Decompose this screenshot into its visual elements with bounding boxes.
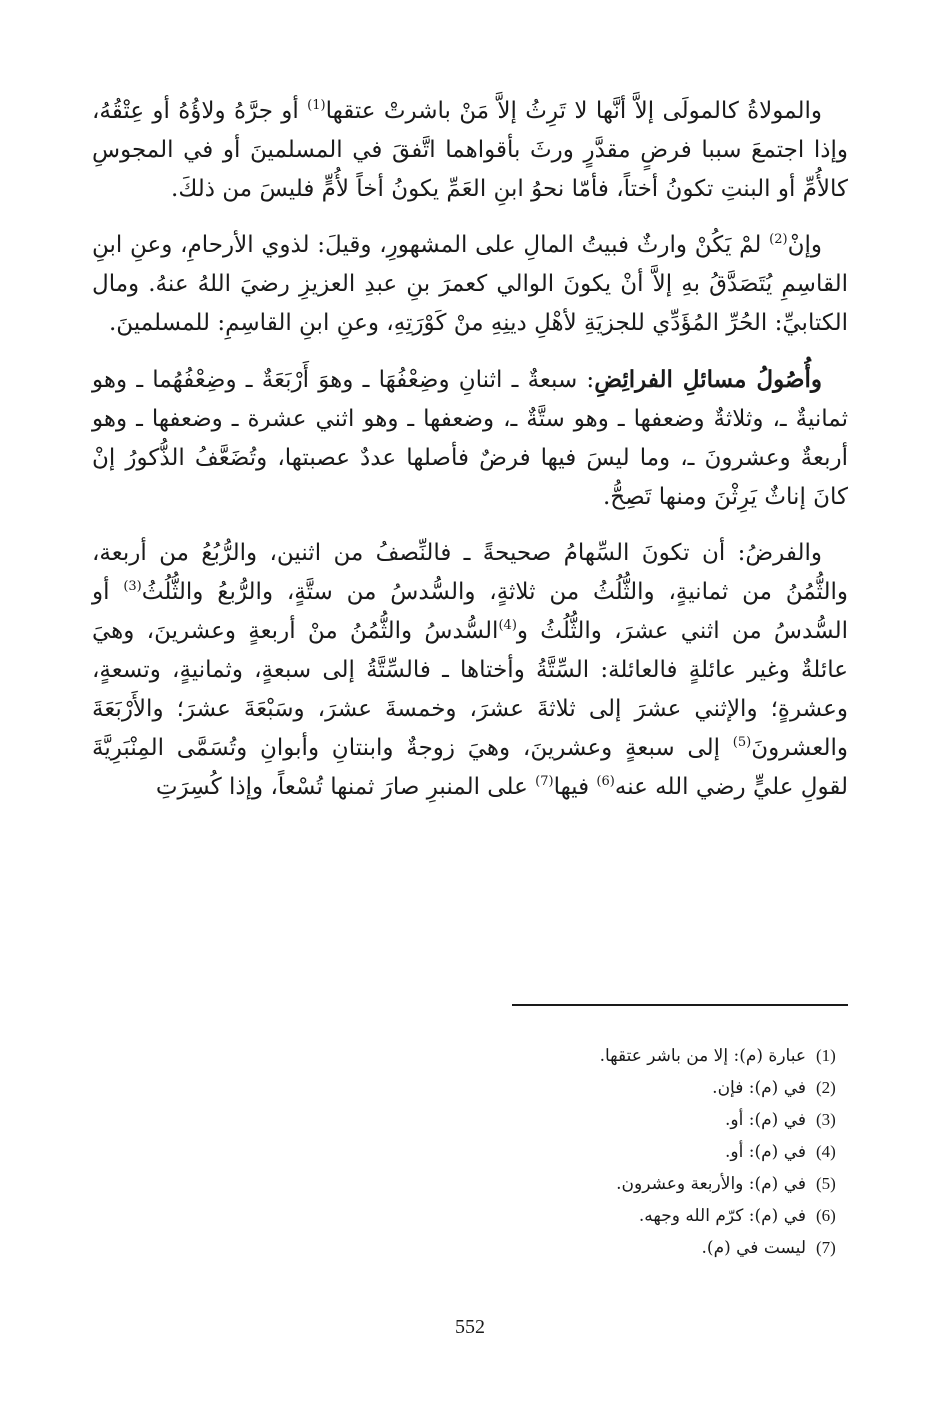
paragraph-4-text-c: السُّدسُ والثُّمُنُ منْ أربعةٍ وعشرينَ، وهيَ عائلةٌ وغير عائلةٍ فالعائلة: السِّتَّةُ وأختاها ـ فالسِّتَّةُ إلى سبعةٍ، وثمانيةٍ، وتسعةٍ، وعشرةٍ؛ والإثني عشرَ إلى ثلاثةَ عشرَ، وخمسةَ عشرَ، وسَبْعَةَ عشرَ؛ والأَرْبَعَةَ والعشرونَ [92, 618, 848, 761]
footnotes-list [92, 1040, 848, 1264]
footnote-ref-5[interactable]: (5) [732, 735, 752, 750]
footnote-number: (3) [816, 1110, 836, 1129]
footnote-number: (7) [816, 1238, 836, 1257]
footnote-number: (5) [816, 1174, 836, 1193]
paragraph-2 [92, 226, 848, 343]
footnote-text: ليست في (م). [701, 1238, 806, 1258]
paragraph-4-text-b: أو السُّدسُ من اثني عشرَ، والثُّلُثُ و [92, 579, 848, 644]
paragraph-3-text: : سبعةٌ ـ اثنانِ وضِعْفُهَا ـ وهوَ أَرْبَعَةٌ ـ وضِعْفُهُما ـ وهو ثمانيةٌ ـ، وثلاثةٌ وضعفها ـ وهو ستَّةٌ ـ، وضعفها ـ وهو اثني عشرة ـ وضعفها ـ وهو أربعةٌ وعشرونَ ـ، وما ليسَ فيها فرضٌ فأصلها عددٌ عصبتها، وتُضَعَّفُ الذُّكورُ إنْ كانَ إناثٌ يَرِثْنَ ومنها تَصِحُّ. [92, 367, 848, 510]
paragraph-2-text-b: لمْ يَكُنْ وارثٌ فبيتُ المالِ على المشهورِ، وقيلَ: لذوي الأرحامِ، وعنِ ابنِ القاسِمِ يُتَصَدَّقُ بهِ إلاَّ أنْ يكونَ الوالي كعمرَ بنِ عبدِ العزيزِ رضيَ اللهُ عنهُ. ومال الكتابيِّ: الحُرِّ المُؤَدِّي للجزيَةِ لأهْلِ دينِهِ منْ كَوْرَتِهِ، وعنِ ابنِ القاسِمِ: للمسلمينَ. [92, 232, 848, 336]
footnote-number: (4) [816, 1142, 836, 1161]
footnote-item [92, 1168, 848, 1200]
footnote-text: في (م): أو. [725, 1142, 806, 1162]
footnote-ref-4[interactable]: (4) [498, 618, 517, 633]
footnote-text: في (م): كرّم الله وجهه. [638, 1206, 806, 1226]
paragraph-4-text-e: فيها [553, 774, 597, 800]
footnote-item [92, 1232, 848, 1264]
paragraph-4-text-d: إلى سبعةٍ وعشرينَ، وهيَ زوجةٌ وابنتانِ وأبوانِ وتُسَمَّى المِنْبَرِيَّةَ لقولِ عليٍّ رضي الله عنه [92, 735, 848, 800]
footnote-item [92, 1104, 848, 1136]
footnote-item [92, 1200, 848, 1232]
paragraph-3 [92, 360, 848, 517]
footnote-ref-3[interactable]: (3) [123, 579, 142, 594]
paragraph-1 [92, 92, 848, 209]
footnote-ref-7[interactable]: (7) [535, 774, 554, 789]
footnote-text: في (م): أو. [725, 1110, 806, 1130]
page-number: 552 [455, 1316, 485, 1338]
footnote-ref-1[interactable]: (1) [307, 98, 326, 113]
footnote-number: (1) [816, 1046, 836, 1065]
paragraph-2-text-a: وإنْ [787, 232, 822, 258]
footnote-item [92, 1136, 848, 1168]
footnote-number: (2) [816, 1078, 836, 1097]
footnote-text: في (م): فإن. [712, 1078, 806, 1098]
paragraph-1-text-b: أو جرَّهُ ولاؤُهُ أو عِتْقُهُ، وإذا اجتمعَ سببا فرضٍ مقدَّرٍ ورثَ بأقواهما اتَّفقَ في المسلمينَ أو في المجوسِ كالأُمِّ أو البنتِ تكونُ أختاً، فأمّا نحوُ ابنِ العَمِّ يكونُ أخاً لأُمٍّ فليسَ من ذلكَ. [92, 98, 848, 202]
footnote-ref-2[interactable]: (2) [769, 232, 788, 247]
footnote-item [92, 1040, 848, 1072]
paragraph-4 [92, 534, 848, 807]
footnote-item [92, 1072, 848, 1104]
book-page [92, 92, 848, 1352]
paragraph-4-text-a: والفرضُ: أن تكونَ السِّهامُ صحيحةً ـ فالنِّصفُ من اثنين، والرُّبُعُ من أربعة، والثُّمُنُ من ثمانيةٍ، والثُّلُثُ من ثلاثةٍ، والسُّدسُ من ستَّةٍ، والرُّبعُ والثُّلُثُ [92, 540, 848, 605]
paragraph-1-text-a: والمولاةُ كالمولَى إلاَّ أنَّها لا تَرِثُ إلاَّ مَنْ باشرتْ عتقها [325, 98, 822, 124]
paragraph-4-text-f: على المنبرِ صارَ ثمنها تُسْعاً، وإذا كُسِرَتِ [155, 774, 536, 800]
footnote-number: (6) [816, 1206, 836, 1225]
paragraph-3-heading: وأُصُولُ مسائلِ الفرائِضِ [594, 366, 822, 393]
footnote-ref-6[interactable]: (6) [596, 774, 615, 789]
footnote-separator-rule [512, 1004, 848, 1006]
footnote-text: عبارة (م): إلا من باشر عتقها. [599, 1046, 806, 1066]
footnote-text: في (م): والأربعة وعشرون. [616, 1174, 806, 1194]
